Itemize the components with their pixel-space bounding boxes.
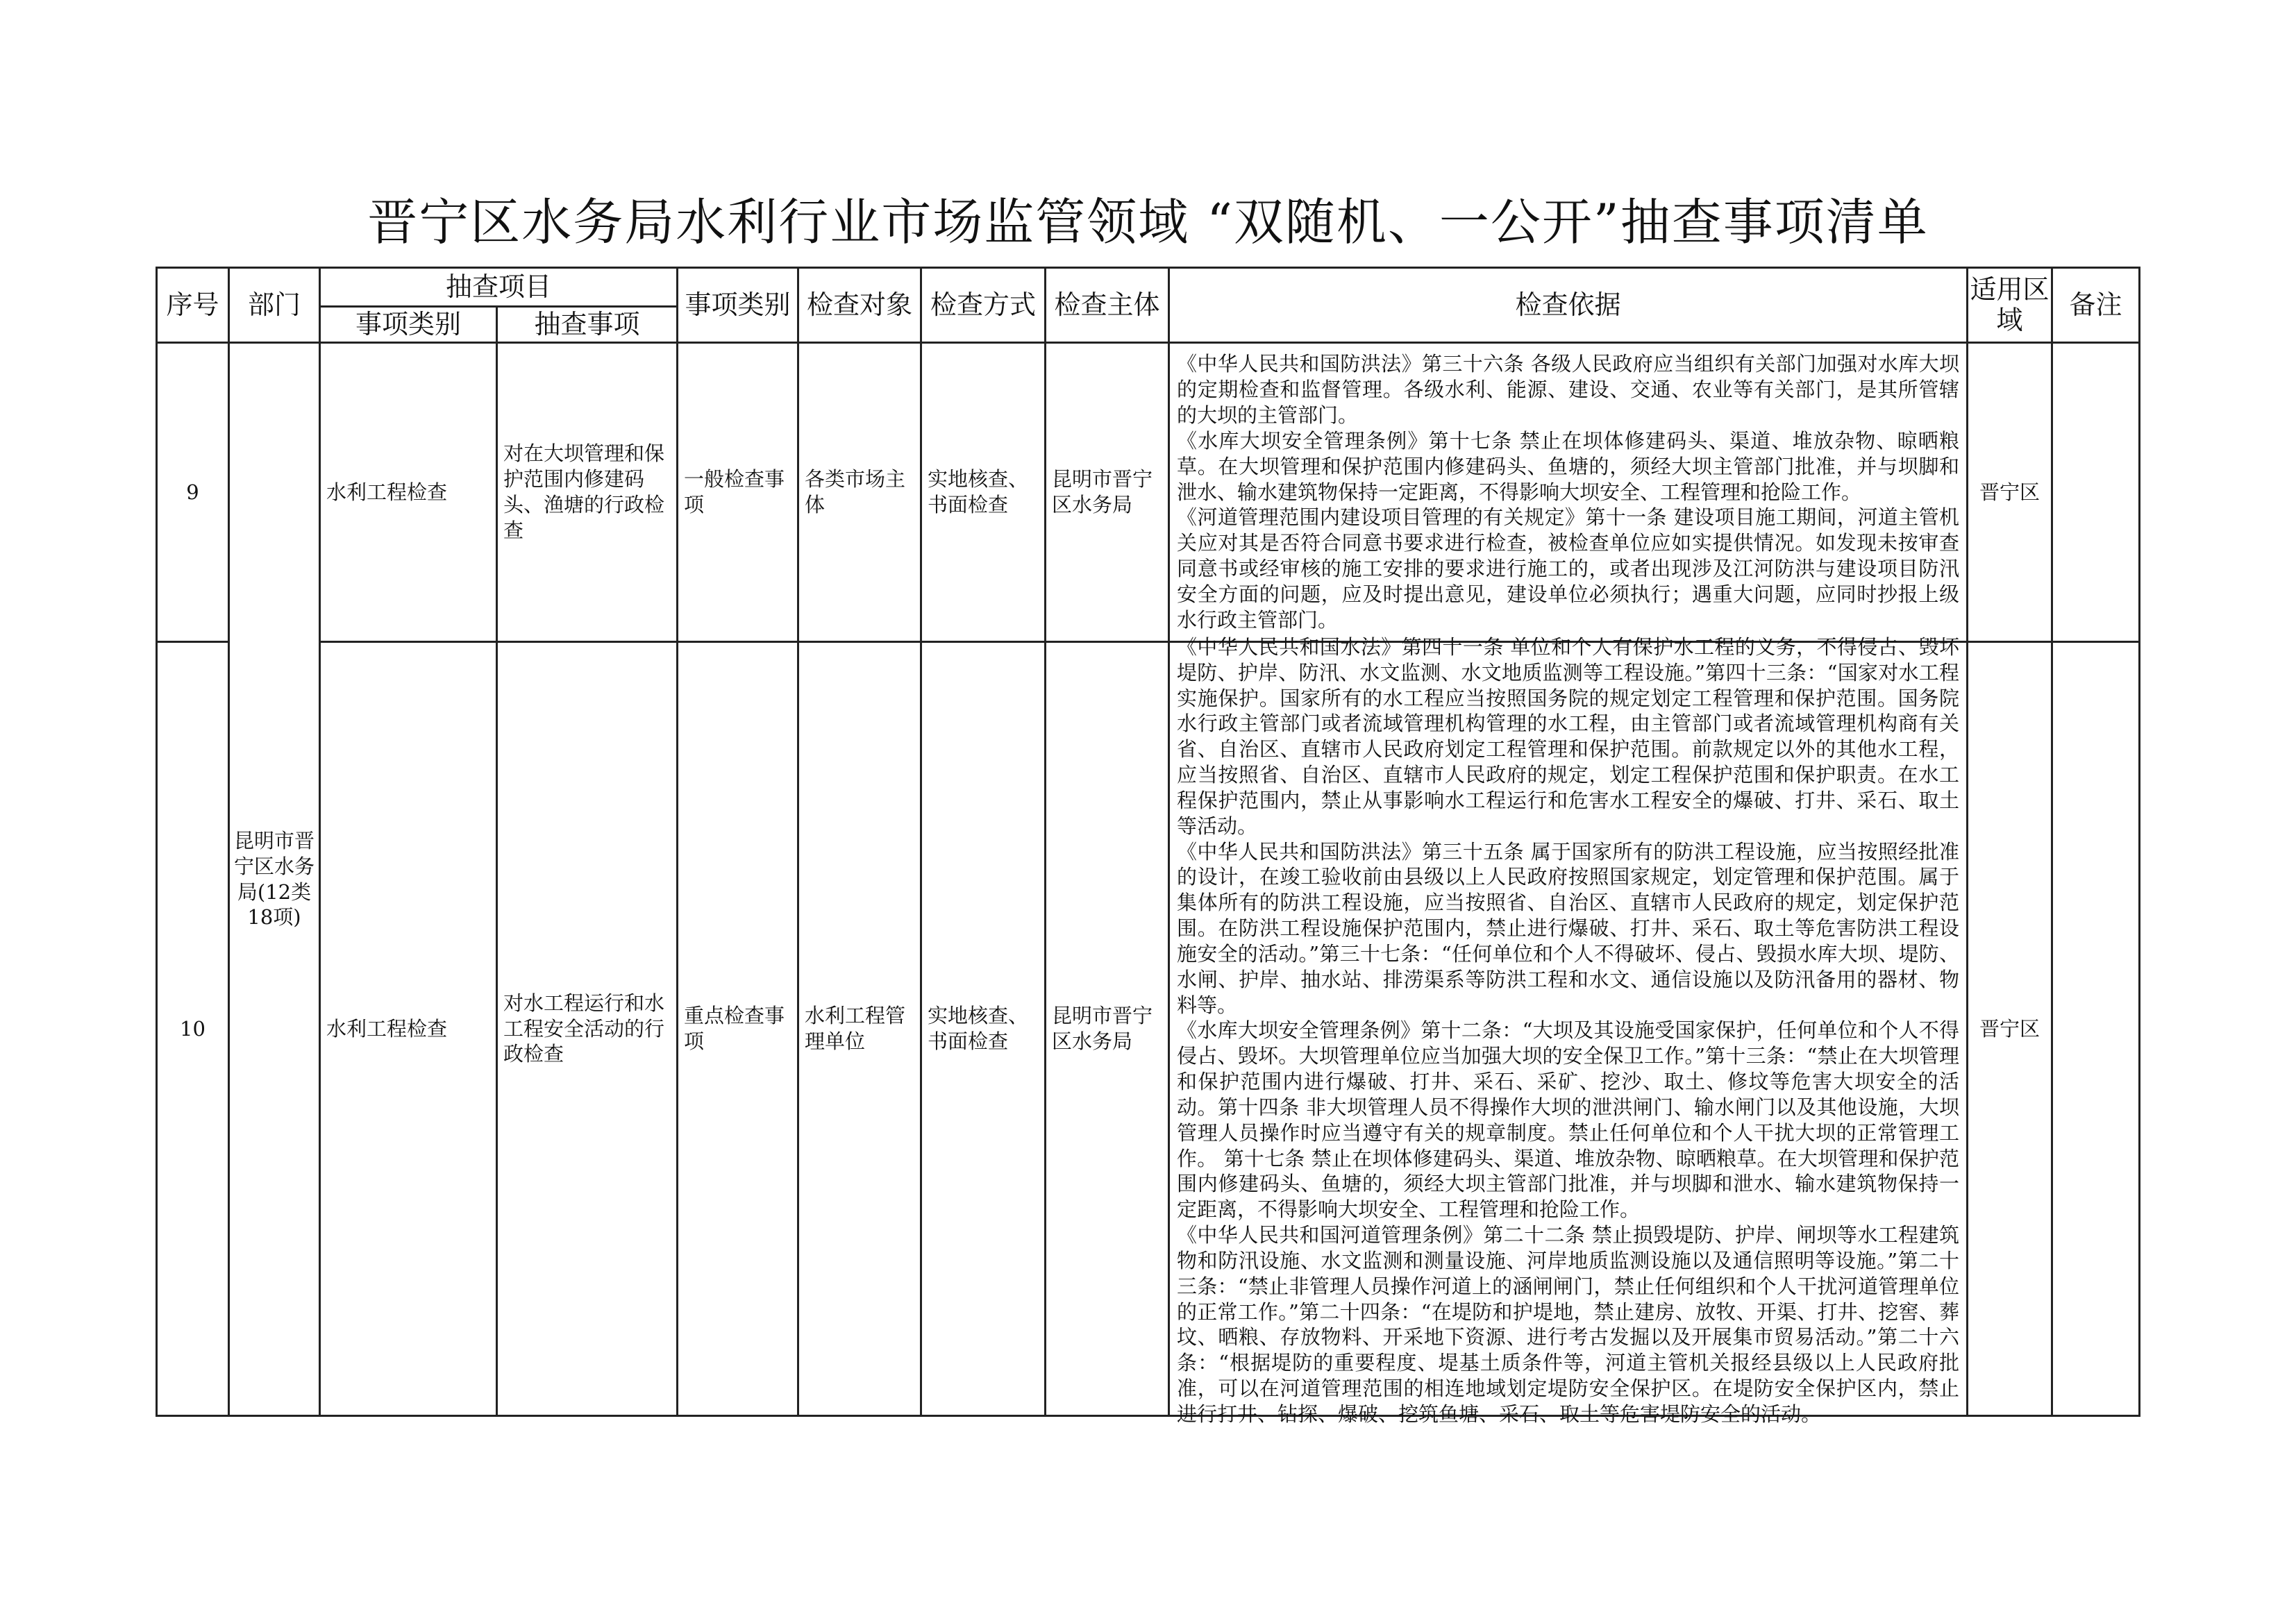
inspection-table bbox=[156, 267, 2140, 1426]
header-method: 检查方式 bbox=[921, 268, 1046, 343]
row-subject: 昆明市晋宁区水务局 bbox=[1046, 642, 1169, 1416]
header-item-category: 事项类别 bbox=[320, 307, 497, 343]
basis-paragraph: 《中华人民共和国河道管理条例》第二十二条 禁止损毁堤防、护岸、闸坝等水工程建筑物和防汛设施、水文监测和测量设施、河岸地质监测设施以及通信照明等设施。”第二十三条：“禁止非管理人员操作河道上的涵闸闸门，禁止任何组织和个人干扰河道管理单位的正常工作。”第二十四条：“在堤防和护堤地，禁止建房、放牧、开渠、打井、挖窖、葬坟、晒粮、存放物料、开采地下资源、进行考古发掘以及开展集市贸易活动。”第二十六条：“根据堤防的重要程度、堤基土质条件等，河道主管机关报经县级以上人民政府批准，可以在河道管理范围的相连地域划定堤防安全保护区。在堤防安全保护区内，禁止进行打井、钻探、爆破、挖筑鱼塘、采石、取土等危害堤防安全的活动。 bbox=[1177, 1223, 1960, 1426]
table-row bbox=[157, 343, 2140, 642]
row-seq: 10 bbox=[157, 642, 229, 1416]
header-subject: 检查主体 bbox=[1046, 268, 1169, 343]
row-method: 实地核查、书面检查 bbox=[921, 642, 1046, 1416]
basis-paragraph: 《水库大坝安全管理条例》第十七条 禁止在坝体修建码头、渠道、堆放杂物、晾晒粮草。在大坝管理和保护范围内修建码头、鱼塘的，须经大坝主管部门批准，并与坝脚和泄水、输水建筑物保持一定距离，不得影响大坝安全、工程管理和抢险工作。 bbox=[1177, 428, 1960, 504]
row-item: 对水工程运行和水工程安全活动的行政检查 bbox=[497, 642, 678, 1416]
row-object: 各类市场主体 bbox=[798, 343, 921, 642]
row-category: 水利工程检查 bbox=[320, 343, 497, 642]
row-item: 对在大坝管理和保护范围内修建码头、渔塘的行政检查 bbox=[497, 343, 678, 642]
header-dept: 部门 bbox=[229, 268, 320, 343]
header-seq: 序号 bbox=[157, 268, 229, 343]
row-note bbox=[2052, 642, 2140, 1416]
basis-paragraph: 《水库大坝安全管理条例》第十二条：“大坝及其设施受国家保护，任何单位和个人不得侵占、毁坏。大坝管理单位应当加强大坝的安全保卫工作。”第十三条：“禁止在大坝管理和保护范围内进行爆破、打井、采石、采矿、挖沙、取土、修坟等危害大坝安全的活动。第十四条 非大坝管理人员不得操作大坝的泄洪闸门、输水闸门以及其他设施，大坝管理人员操作时应当遵守有关的规章制度。禁止任何单位和个人干扰大坝的正常管理工作。 第十七条 禁止在坝体修建码头、渠道、堆放杂物、晾晒粮草。在大坝管理和保护范围内修建码头、鱼塘的，须经大坝主管部门批准，并与坝脚和泄水、输水建筑物保持一定距离，不得影响大坝安全、工程管理和抢险工作。 bbox=[1177, 1018, 1960, 1222]
header-matter-type: 事项类别 bbox=[678, 268, 798, 343]
row-type: 一般检查事项 bbox=[678, 343, 798, 642]
department-cell: 昆明市晋宁区水务局(12类18项) bbox=[229, 343, 320, 1416]
row-basis bbox=[1169, 635, 1968, 1426]
header-note: 备注 bbox=[2052, 268, 2140, 343]
row-object: 水利工程管理单位 bbox=[798, 642, 921, 1416]
row-region: 晋宁区 bbox=[1968, 343, 2052, 642]
page-title: 晋宁区水务局水利行业市场监管领域 “双随机、一公开”抽查事项清单 bbox=[367, 193, 1929, 251]
basis-paragraph: 《中华人民共和国防洪法》第三十五条 属于国家所有的防洪工程设施，应当按照经批准的设计，在竣工验收前由县级以上人民政府按照国家规定，划定管理和保护范围。属于集体所有的防洪工程设施，应当按照省、自治区、直辖市人民政府的规定，划定保护范围。在防洪工程设施保护范围内，禁止进行爆破、打井、采石、取土等危害防洪工程设施安全的活动。”第三十七条：“任何单位和个人不得破坏、侵占、毁损水库大坝、堤防、水闸、护岸、抽水站、排涝渠系等防洪工程和水文、通信设施以及防汛备用的器材、物料等。 bbox=[1177, 839, 1960, 1017]
row-category: 水利工程检查 bbox=[320, 642, 497, 1416]
row-note bbox=[2052, 343, 2140, 642]
row-region: 晋宁区 bbox=[1968, 642, 2052, 1416]
row-seq: 9 bbox=[157, 343, 229, 642]
row-basis bbox=[1169, 343, 1968, 642]
table-row bbox=[157, 642, 2140, 1416]
basis-paragraph: 《中华人民共和国水法》第四十一条 单位和个人有保护水工程的义务，不得侵占、毁坏堤防、护岸、防汛、水文监测、水文地质监测等工程设施。”第四十三条：“国家对水工程实施保护。国家所有的水工程应当按照国务院的规定划定工程管理和保护范围。国务院水行政主管部门或者流域管理机构管理的水工程，由主管部门或者流域管理机构商有关省、自治区、直辖市人民政府划定工程管理和保护范围。前款规定以外的其他水工程，应当按照省、自治区、直辖市人民政府的规定，划定工程保护范围和保护职责。在水工程保护范围内，禁止从事影响水工程运行和危害水工程安全的爆破、打井、采石、取土等活动。 bbox=[1177, 635, 1960, 838]
header-region: 适用区域 bbox=[1968, 268, 2052, 343]
basis-paragraph: 《河道管理范围内建设项目管理的有关规定》第十一条 建设项目施工期间，河道主管机关应对其是否符合同意书要求进行检查，被检查单位应如实提供情况。如发现未按审查同意书或经审核的施工安排的要求进行施工的，或者出现涉及江河防洪与建设项目防汛安全方面的问题，应及时提出意见，建设单位必须执行；遇重大问题，应同时抄报上级水行政主管部门。 bbox=[1177, 505, 1960, 632]
header-inspection-item: 抽查事项 bbox=[497, 307, 678, 343]
header-object: 检查对象 bbox=[798, 268, 921, 343]
basis-paragraph: 《中华人民共和国防洪法》第三十六条 各级人民政府应当组织有关部门加强对水库大坝的定期检查和监督管理。各级水利、能源、建设、交通、农业等有关部门，是其所管辖的大坝的主管部门。 bbox=[1177, 352, 1960, 428]
header-basis: 检查依据 bbox=[1169, 268, 1968, 343]
header-inspection-project: 抽查项目 bbox=[320, 268, 678, 307]
row-subject: 昆明市晋宁区水务局 bbox=[1046, 343, 1169, 642]
row-type: 重点检查事项 bbox=[678, 642, 798, 1416]
row-method: 实地核查、书面检查 bbox=[921, 343, 1046, 642]
